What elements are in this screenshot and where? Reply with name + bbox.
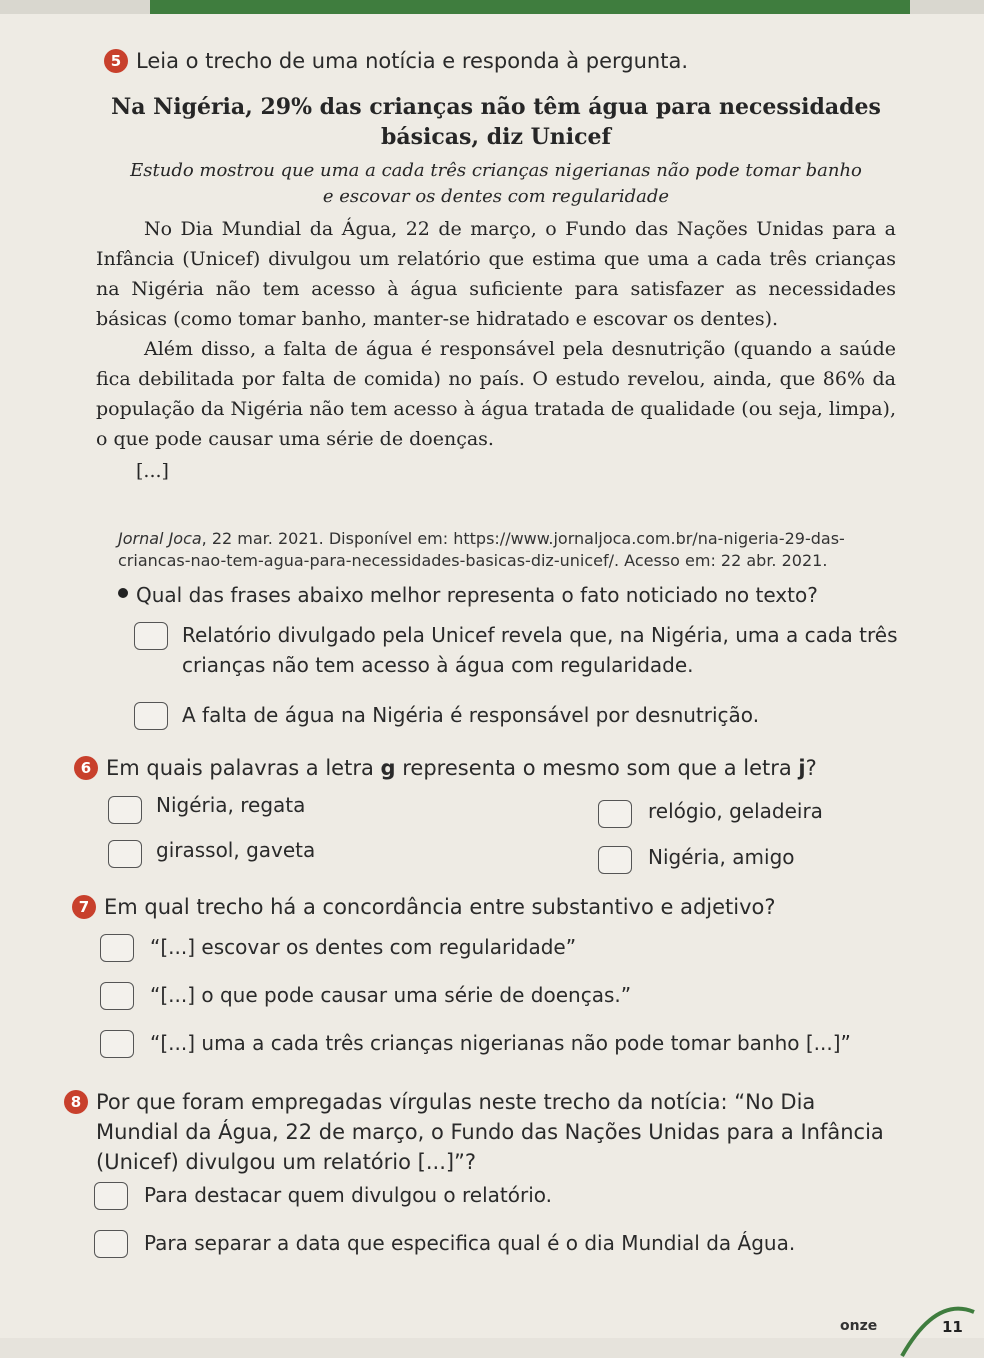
q7-prompt: Em qual trecho há a concordância entre substantivo e adjetivo? xyxy=(104,895,776,919)
news-excerpt xyxy=(96,92,896,488)
q7-option-2-checkbox[interactable] xyxy=(100,982,134,1010)
q6-option-3-text: girassol, gaveta xyxy=(156,838,316,862)
q7-number-badge: 7 xyxy=(72,895,96,919)
bullet-icon xyxy=(118,588,128,598)
q6-option-4-text: Nigéria, amigo xyxy=(648,845,795,869)
q6-option-2-checkbox[interactable] xyxy=(598,800,632,828)
article-paragraph-1: No Dia Mundial da Água, 22 de março, o Fundo das Nações Unidas para a Infância (Unicef) divulgou um relatório que estima que uma a cada três crianças na Nigéria não tem acesso à água suficiente para satisfazer as necessidades básicas (como tomar banho, manter-se hidratado e escovar os dentes). xyxy=(96,218,896,330)
article-ellipsis: [...] xyxy=(136,460,169,482)
q6-letter-g: g xyxy=(380,756,396,780)
q8-number-badge: 8 xyxy=(64,1090,88,1114)
page-number-word: onze xyxy=(840,1318,878,1334)
source-details: , 22 mar. 2021. Disponível em: https://www.jornaljoca.com.br/na-nigeria-29-das-criancas-nao-tem-agua-para-necessidades-basicas-diz-unicef/. Acesso em: 22 abr. 2021. xyxy=(118,529,845,570)
q5-subquestion: Qual das frases abaixo melhor representa o fato noticiado no texto? xyxy=(136,583,818,607)
q8-option-1-text: Para destacar quem divulgou o relatório. xyxy=(144,1183,552,1207)
page-number: 11 xyxy=(942,1318,963,1336)
q5-number-badge: 5 xyxy=(104,49,128,73)
q5-header xyxy=(110,46,689,76)
q5-option-1-checkbox[interactable] xyxy=(134,622,168,650)
q6-prompt-middle: representa o mesmo som que a letra xyxy=(395,756,799,780)
q6-number-badge: 6 xyxy=(74,756,98,780)
q5-prompt: Leia o trecho de uma notícia e responda à pergunta. xyxy=(136,49,689,73)
q8-option-2-text: Para separar a data que especifica qual é o dia Mundial da Água. xyxy=(144,1231,796,1255)
q6-letter-j: j xyxy=(798,756,806,780)
q6-prompt-before: Em quais palavras a letra xyxy=(106,756,381,780)
article-headline: Na Nigéria, 29% das crianças não têm água para necessidades básicas, diz Unicef xyxy=(111,94,881,150)
q7-option-3-checkbox[interactable] xyxy=(100,1030,134,1058)
q7-option-2-text: “[...] o que pode causar uma série de doenças.” xyxy=(150,983,632,1007)
q8-header xyxy=(70,1087,896,1177)
q7-option-1-checkbox[interactable] xyxy=(100,934,134,962)
q6-option-2-text: relógio, geladeira xyxy=(648,799,823,823)
q5-option-2-text: A falta de água na Nigéria é responsável por desnutrição. xyxy=(182,703,760,727)
article-paragraph-2: Além disso, a falta de água é responsável pela desnutrição (quando a saúde fica debilitada por falta de comida) no país. O estudo revelou, ainda, que 86% da população da Nigéria não tem acesso à água tratada de qualidade (ou seja, limpa), o que pode causar uma série de doenças. xyxy=(96,338,896,450)
q8-option-1-checkbox[interactable] xyxy=(94,1182,128,1210)
q6-option-1-checkbox[interactable] xyxy=(108,796,142,824)
q7-header xyxy=(78,892,776,922)
q6-option-1-text: Nigéria, regata xyxy=(156,793,306,817)
q7-option-1-text: “[...] escovar os dentes com regularidade” xyxy=(150,935,577,959)
q5-option-2-checkbox[interactable] xyxy=(134,702,168,730)
source-journal: Jornal Joca xyxy=(118,529,202,548)
q5-option-1-text: Relatório divulgado pela Unicef revela que, na Nigéria, uma a cada três crianças não tem acesso à água com regularidade. xyxy=(182,623,898,677)
header-green-band xyxy=(150,0,910,14)
article-source xyxy=(118,528,908,572)
q8-option-2-checkbox[interactable] xyxy=(94,1230,128,1258)
q6-prompt-after: ? xyxy=(805,756,817,780)
q8-prompt: Por que foram empregadas vírgulas neste trecho da notícia: “No Dia Mundial da Água, 22 de março, o Fundo das Nações Unidas para a Infância (Unicef) divulgou um relatório [...]”? xyxy=(96,1090,884,1174)
q6-header xyxy=(80,753,817,783)
q6-option-3-checkbox[interactable] xyxy=(108,840,142,868)
q7-option-3-text: “[...] uma a cada três crianças nigerianas não pode tomar banho [...]” xyxy=(150,1031,851,1055)
article-subtitle: Estudo mostrou que uma a cada três crianças nigerianas não pode tomar banho e escovar os dentes com regularidade xyxy=(130,160,862,207)
q6-option-4-checkbox[interactable] xyxy=(598,846,632,874)
page-corner-arc-icon xyxy=(896,1298,976,1358)
